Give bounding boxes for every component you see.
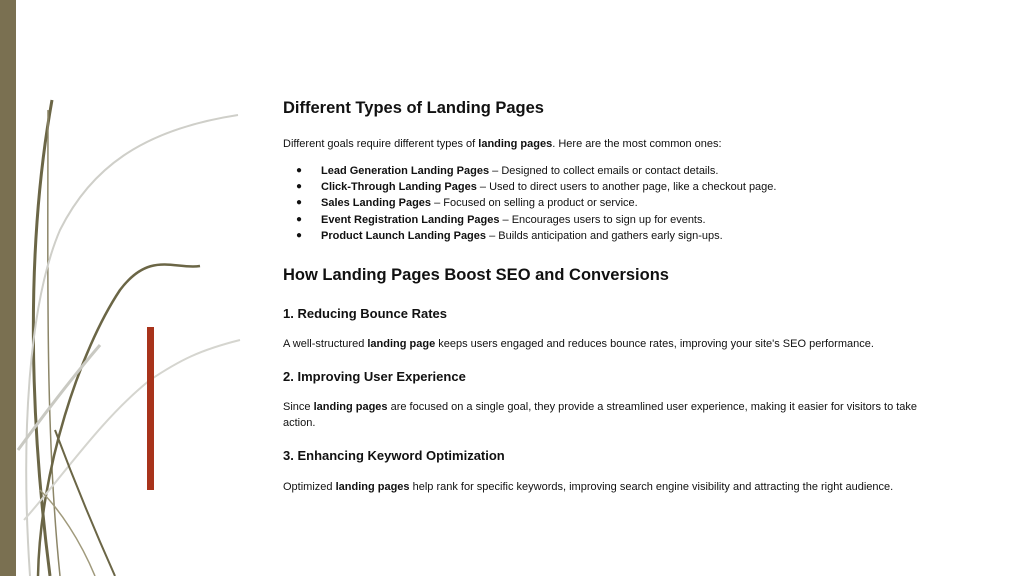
list-item [283,163,776,179]
section-heading-types: Different Types of Landing Pages [283,99,544,117]
list-item [283,179,776,195]
paragraph-text-post: are focused on a single goal, they provide a streamlined user experience, making it easier for visitors to take action. [283,401,918,429]
list-item-title: Event Registration Landing Pages [321,213,500,226]
subheading-user-experience: 2. Improving User Experience [283,369,466,384]
paragraph-bounce-rates [283,336,943,352]
list-item [283,195,776,211]
paragraph-text-pre: A well-structured [283,338,368,350]
accent-bar [147,327,154,490]
decorative-grass-curves [0,0,260,576]
subheading-bounce-rates: 1. Reducing Bounce Rates [283,306,447,321]
landing-page-types-list [283,163,776,244]
intro-text-bold: landing pages [478,138,553,150]
section-heading-seo: How Landing Pages Boost SEO and Conversions [283,266,669,284]
list-item-text: – Builds anticipation and gathers early sign-ups. [486,229,723,242]
bullet-icon: ● [296,229,303,241]
list-item-text: – Encourages users to sign up for events. [499,213,706,226]
paragraph-text-bold: landing page [367,338,436,350]
list-item-text: – Focused on selling a product or service. [431,197,638,210]
bullet-icon: ● [296,213,303,225]
list-item-text: – Used to direct users to another page, like a checkout page. [476,181,777,194]
paragraph-text-pre: Since [283,401,314,413]
paragraph-user-experience [283,399,943,431]
paragraph-keyword-optimization [283,479,943,495]
list-item-title: Lead Generation Landing Pages [321,165,490,177]
list-item-title: Sales Landing Pages [321,197,432,210]
list-item-text: – Designed to collect emails or contact details. [489,165,719,177]
list-item-title: Product Launch Landing Pages [321,229,487,242]
paragraph-text-post: keeps users engaged and reduces bounce rates, improving your site's SEO performance. [435,338,874,350]
bullet-icon: ● [296,181,303,193]
intro-paragraph [283,136,943,152]
intro-text-post: . Here are the most common ones: [552,138,722,150]
paragraph-text-pre: Optimized [283,481,336,493]
list-item-title: Click-Through Landing Pages [321,181,477,194]
bullet-icon: ● [296,165,303,176]
subheading-keyword-optimization: 3. Enhancing Keyword Optimization [283,448,505,463]
list-item [283,228,776,244]
list-item [283,212,776,228]
paragraph-text-post: help rank for specific keywords, improving search engine visibility and attracting the right audience. [409,481,894,493]
paragraph-text-bold: landing pages [313,401,388,413]
intro-text-pre: Different goals require different types of [283,138,479,150]
bullet-icon: ● [296,197,303,209]
paragraph-text-bold: landing pages [335,481,410,493]
